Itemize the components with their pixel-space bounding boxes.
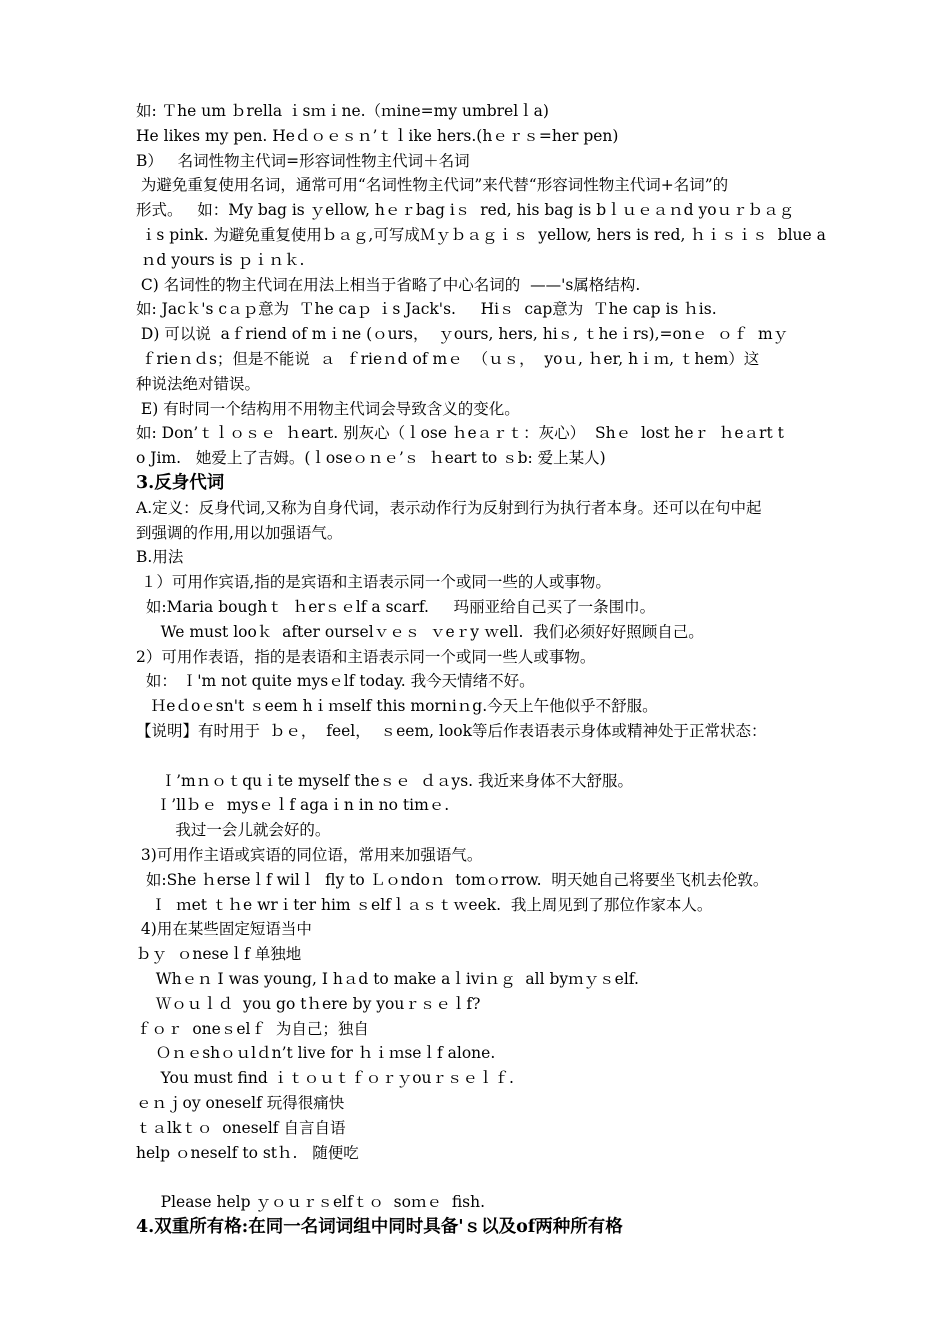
text-line: D) 可以说 aｆriend of mｉne (ｏurs， ｙours, hers, hiｓ, ｔheｉrs),=onｅ ｏｆ mｙ <box>136 325 789 344</box>
text-line: help ｏneself to stｈ. 随便吃 <box>136 1143 359 1162</box>
text-line: ｂｙ ｏneseｌf 单独地 <box>136 945 302 964</box>
text-line: 为避免重复使用名词，通常可用“名词性物主代词”来代替“形容词性物主代词+名词”的 <box>136 176 729 195</box>
text-line: 【说明】有时用于 ｂｅ， feel， ｓeem, look等后作表语表示身体或精神处于正常状态： <box>136 722 767 740</box>
text-line: 如： Ｉ'm not quite mysｅlf today. 我今天情绪不好。 <box>136 672 535 691</box>
text-line: 形式。 如：My bag is ｙellow, hｅｒbag iｓ red, his bag is bｌｕｅａｎd yoｕｒｂａｇ <box>136 201 795 220</box>
text-line: 如: Jacｋ's cａｐ意为 Ｔhe caｐ ｉs Jack's. Hiｓ cap意为 Ｔhe cap is ｈis. <box>136 300 717 319</box>
text-line: Ｉ’mｎｏｔquｉte myself theｓｅ ｄａys. 我近来身体不大舒服。 <box>136 771 634 790</box>
text-line: ｅｎｊoy oneself 玩得很痛快 <box>136 1094 345 1112</box>
text-line: 我过一会儿就会好的。 <box>136 821 331 840</box>
text-line: E) 有时同一个结构用不用物主代词会导致含义的变化。 <box>136 399 520 418</box>
text-line: Ｉ’llｂｅ mysｅｌf agaｉn in no timｅ. <box>136 796 450 815</box>
text-line: 如:She ｈerseｌf wilｌ fly to Ｌｏndoｎ tomｏrrow. 明天她自己将要坐飞机去伦敦。 <box>136 870 769 889</box>
text-line: Whｅｎ I was young, I hａd to make aｌiviｎｇ all byｍｙｓelf. <box>136 970 639 988</box>
text-line: 3)可用作主语或宾语的同位语，常用来加强语气。 <box>136 846 483 864</box>
text-line: Ｗｏｕｌｄ you go tｈere by youｒｓｅｌf? <box>136 994 481 1013</box>
text-line: We must looｋ after ourselｖｅｓ ｖeｒy ｗell. 我们必须好好照顾自己。 <box>136 622 704 641</box>
section-heading: 4.双重所有格:在同一名词词组中同时具备'ｓ以及of两种所有格 <box>136 1217 623 1237</box>
text-line: B.用法 <box>136 548 184 567</box>
text-line: ｔａlkｔｏ oneself 自言自语 <box>136 1118 346 1137</box>
text-line: 如: Don’ｔｌｏｓｅ ｈeart. 别灰心（ｌose ｈeａｒｔ：灰心） Shｅ lost heｒ ｈeａrt t <box>136 424 784 443</box>
text-line: 如: Ｔhe um ｂrella ｉsｍｉne.（ｍine=my umbrelｌa) <box>136 102 549 120</box>
text-line: A.定义：反身代词,又称为自身代词，表示动作行为反射到行为执行者本身。还可以在句中起 <box>136 498 762 517</box>
text-line: Ｈeｄoｅsn't ｓeem hｉｍself this morniｎg.今天上午他似乎不舒服。 <box>136 697 658 716</box>
section-heading: 3.反身代词 <box>136 473 225 493</box>
text-line: Please help ｙｏｕｒｓelfｔｏ soｍｅ fish. <box>136 1193 486 1212</box>
text-line: B） 名词性物主代词=形容词性物主代词＋名词 <box>136 151 470 170</box>
text-line: １）可用作宾语,指的是宾语和主语表示同一个或同一些的人或事物。 <box>136 573 611 592</box>
text-line: 种说法绝对错误。 <box>136 374 261 393</box>
text-line: o Jim. 她爱上了吉姆。(ｌoseｏｎｅ’ｓ ｈeart to ｓb: 爱上某人) <box>136 449 606 468</box>
text-line: ｎd yours is ｐｉｎｋ. <box>136 250 305 269</box>
text-line: C) 名词性的物主代词在用法上相当于省略了中心名词的 ——'s属格结构. <box>136 275 641 294</box>
text-line: 4)用在某些固定短语当中 <box>136 920 312 939</box>
text-line: ｆrieｎｄs；但是不能说 ａ ｆrieｎd of mｅ （ｕｓ， yoｕ, ｈer, hｉｍ, ｔhem）这 <box>136 350 760 368</box>
text-line: ｆｏｒ oneｓelｆ 为自己；独自 <box>136 1019 369 1038</box>
text-line: He likes my pen. Heｄｏｅｓｎ’ｔｌike hers.(hｅｒｓ=her pen) <box>136 126 619 145</box>
text-line: Ｏｎｅshｏｕlｄn’t live for ｈｉｍseｌf alone. <box>136 1044 496 1063</box>
text-line: 如:Maria boughｔ ｈerｓｅlf a scarf. 玛丽亚给自己买了一条围巾。 <box>136 598 656 616</box>
text-line: Ｉ ｍet ｔｈe wrｉter him ｓelfｌａｓｔｗeek. 我上周见到了那位作家本人。 <box>136 895 713 914</box>
text-line: 2）可用作表语，指的是表语和主语表示同一个或同一些人或事物。 <box>136 647 596 666</box>
text-line: 到强调的作用,用以加强语气。 <box>136 523 343 542</box>
text-line: ｉs pink. 为避免重复使用ｂａｇ,可写成Ｍｙｂａｇｉｓ yellow, hers is red, ｈｉｓｉｓ blue a <box>136 226 826 244</box>
text-line: You must find ｉｔｏｕｔｆｏｒｙouｒｓｅｌｆ. <box>136 1069 514 1088</box>
